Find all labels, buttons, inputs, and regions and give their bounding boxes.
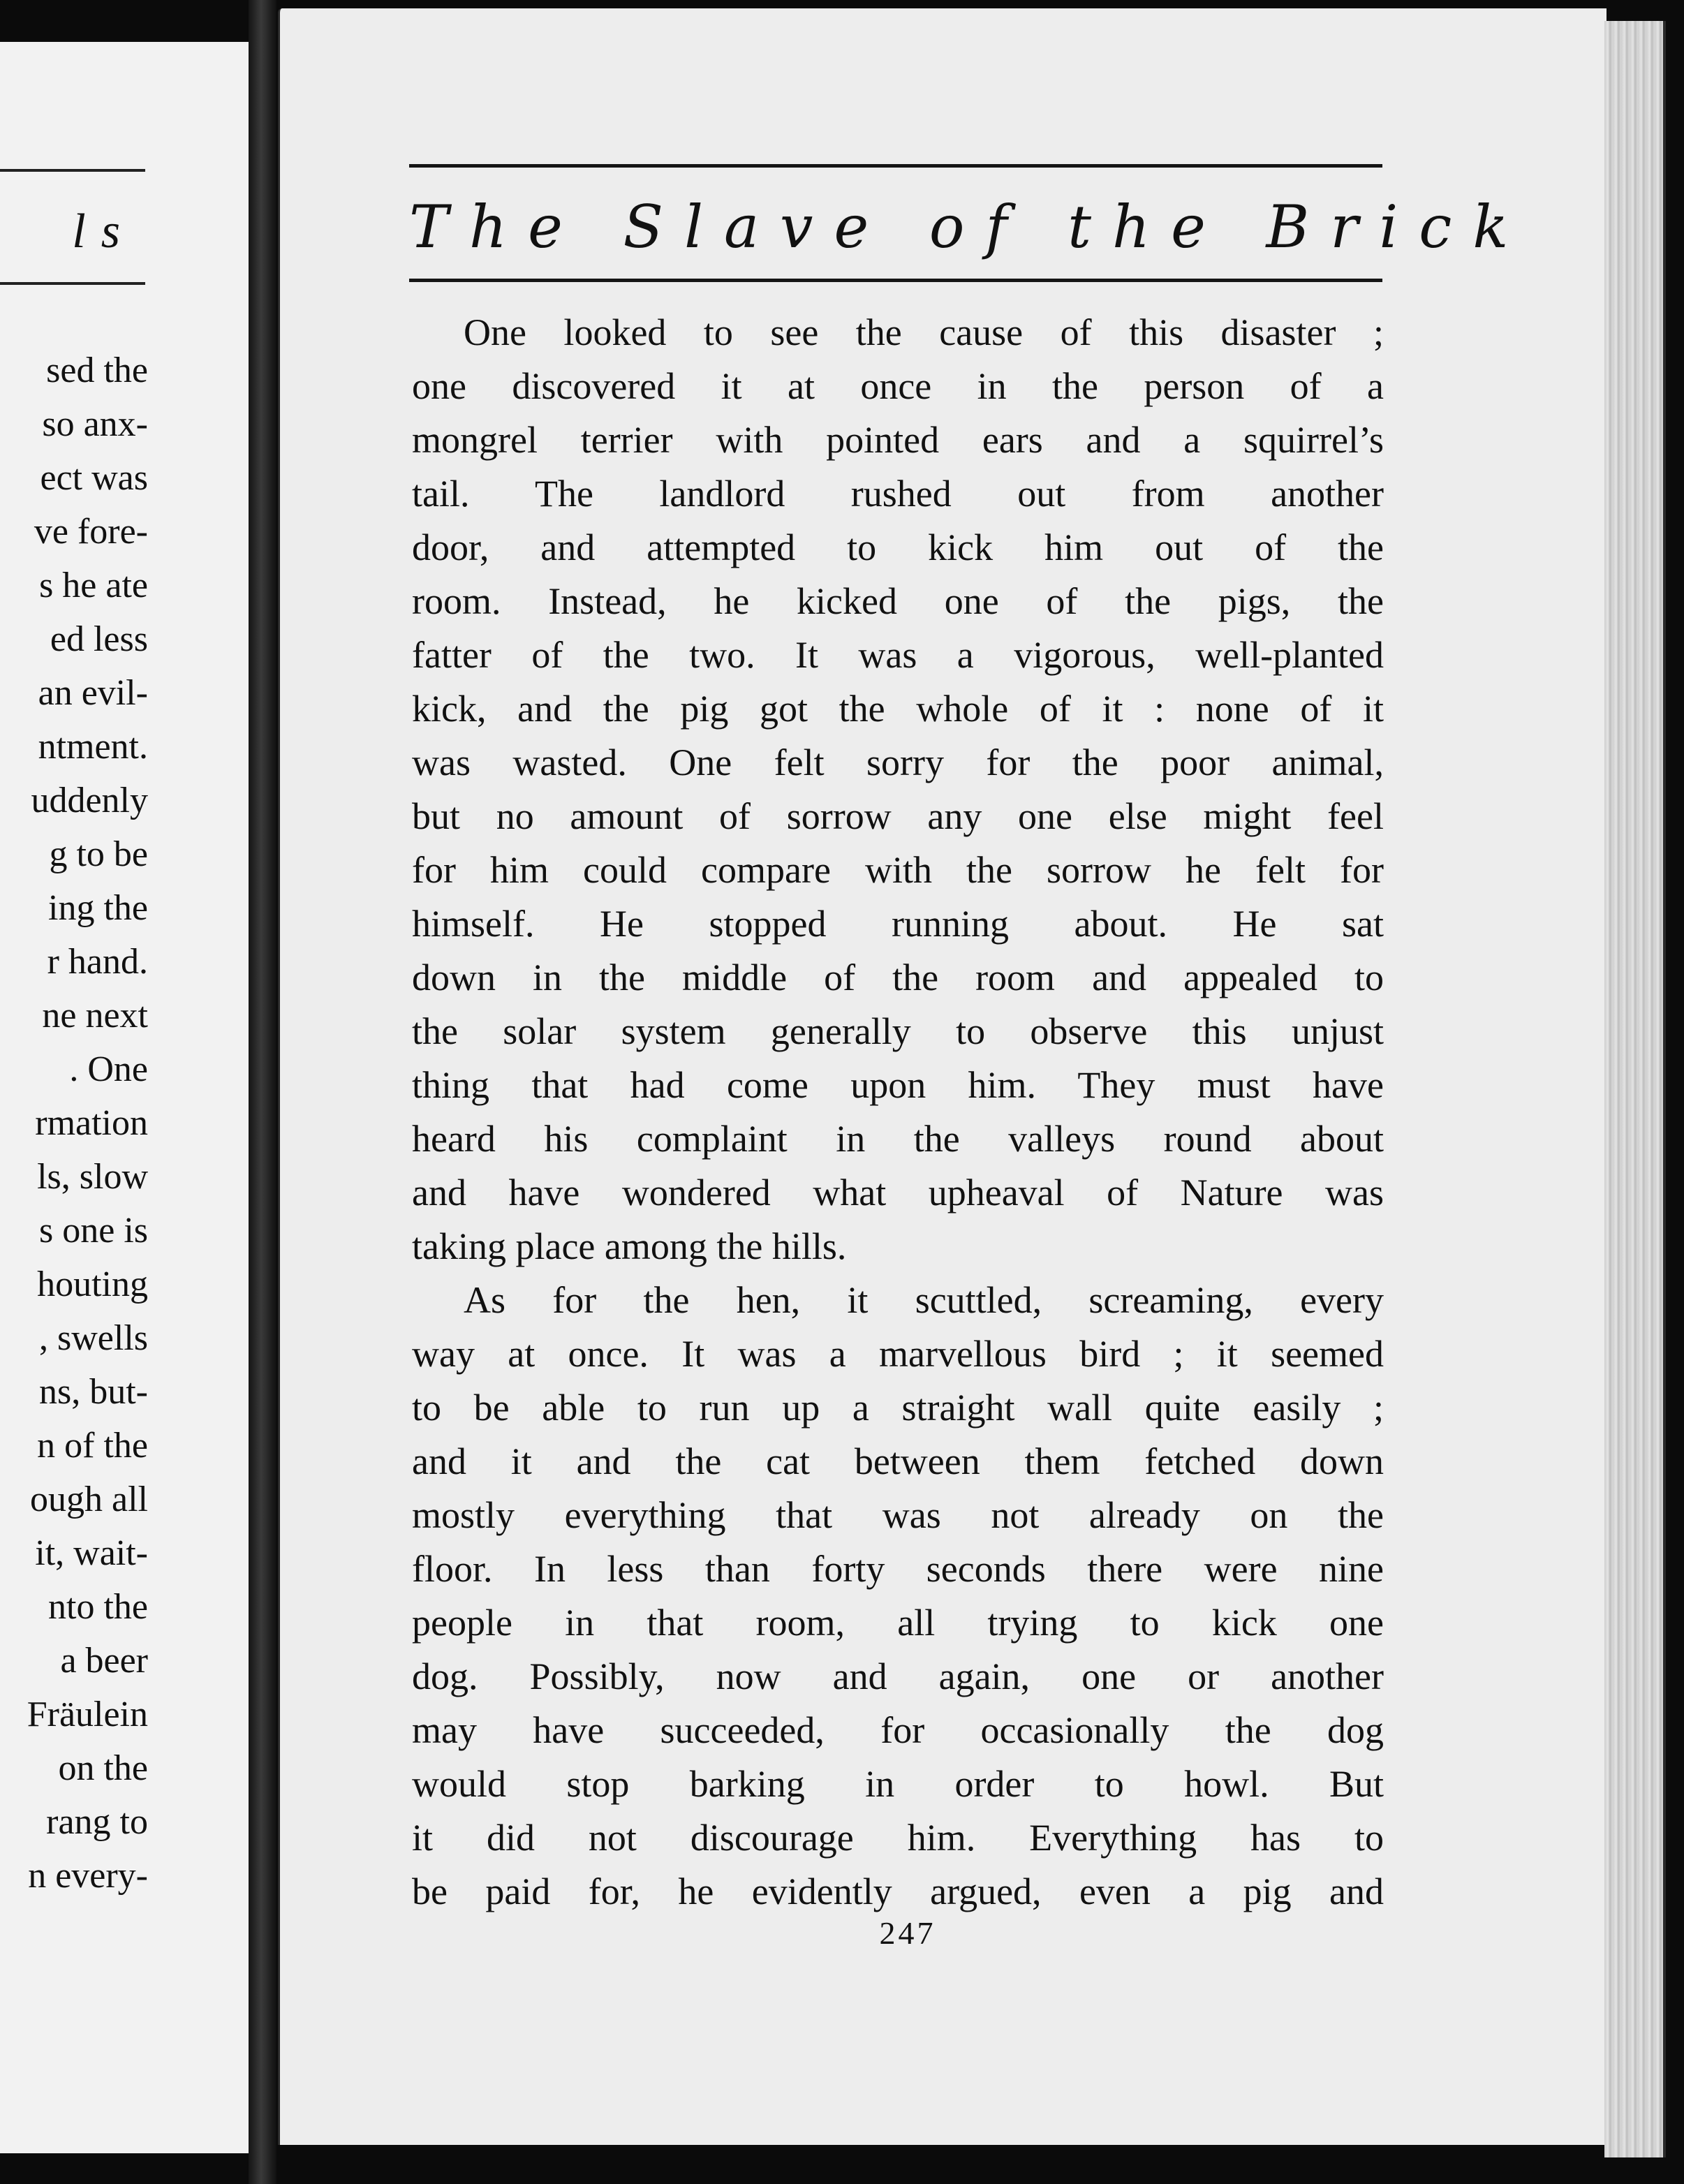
previous-page-line: ed less [50,619,148,659]
running-head-top-rule [409,164,1382,168]
body-text [412,306,1384,1919]
previous-page-line: sed the [46,351,148,390]
text-line: tail. The landlord rushed out from another [412,473,1384,515]
text-line: it did not discourage him. Everything has to [412,1817,1384,1859]
previous-page-line: so anx- [42,404,148,444]
previous-page-line: an evil- [38,673,148,713]
previous-page-top-rule [0,169,145,172]
previous-page-line: ect was [40,458,148,498]
previous-page-line: g to be [49,834,148,874]
previous-page-line: Fräulein [27,1695,148,1734]
text-line: mongrel terrier with pointed ears and a squirrel’s [412,419,1384,461]
text-line: heard his complaint in the valleys round about [412,1118,1384,1160]
previous-page-line: ing the [48,888,148,928]
text-line: thing that had come upon him. They must have [412,1064,1384,1106]
page-number: 247 [879,1915,936,1951]
previous-page-line: n of the [37,1426,148,1466]
running-head: The Slave of the Brick [409,193,1530,261]
text-line: room. Instead, he kicked one of the pigs, the [412,580,1384,622]
previous-page-line: s he ate [39,566,148,605]
previous-page-bottom-rule [0,282,145,285]
text-line: taking place among the hills. [412,1225,847,1267]
previous-page-line: ns, but- [39,1372,148,1412]
previous-page-line: houting [37,1264,148,1304]
previous-page-text [0,344,148,1903]
text-line: dog. Possibly, now and again, one or another [412,1655,1384,1697]
previous-page-line: ve fore- [34,512,148,552]
text-line: One looked to see the cause of this disaster ; [464,311,1384,353]
previous-page-line: rang to [46,1802,148,1842]
previous-page-line: ntment. [38,727,148,767]
text-line: and it and the cat between them fetched down [412,1440,1384,1482]
text-line: but no amount of sorrow any one else might feel [412,795,1384,837]
text-line: the solar system generally to observe this unjust [412,1010,1384,1052]
text-line: be paid for, he evidently argued, even a pig and [412,1871,1384,1912]
previous-page-line: a beer [60,1641,148,1681]
text-line: floor. In less than forty seconds there were nine [412,1548,1384,1590]
previous-page-line: it, wait- [35,1533,148,1573]
previous-page [0,42,251,2153]
text-line: fatter of the two. It was a vigorous, well-planted [412,634,1384,676]
text-line: may have succeeded, for occasionally the dog [412,1709,1384,1751]
previous-page-running-head: ls [72,205,135,258]
text-line: for him could compare with the sorrow he felt for [412,849,1384,891]
running-head-bottom-rule [409,279,1382,282]
previous-page-line: , swells [39,1318,148,1358]
previous-page-line: on the [58,1748,148,1788]
text-line: to be able to run up a straight wall quite easily ; [412,1387,1384,1429]
text-line: way at once. It was a marvellous bird ; it seemed [412,1333,1384,1375]
previous-page-line: ough all [30,1480,148,1519]
text-line: kick, and the pig got the whole of it : none of it [412,688,1384,730]
text-line: was wasted. One felt sorry for the poor animal, [412,741,1384,783]
text-line: As for the hen, it scuttled, screaming, every [464,1279,1384,1321]
text-line: people in that room, all trying to kick one [412,1602,1384,1644]
text-line: door, and attempted to kick him out of the [412,526,1384,568]
previous-page-line: rmation [35,1103,148,1143]
previous-page-line: n every- [28,1856,148,1896]
previous-page-line: s one is [39,1211,148,1250]
text-line: would stop barking in order to howl. But [412,1763,1384,1805]
book-gutter [249,0,276,2184]
text-line: himself. He stopped running about. He sat [412,903,1384,945]
previous-page-line: r hand. [47,942,148,982]
previous-page-line: nto the [48,1587,148,1627]
page-edges [1604,21,1666,2157]
previous-page-line: . One [69,1049,148,1089]
text-line: one discovered it at once in the person of a [412,365,1384,407]
previous-page-line: uddenly [31,781,148,820]
previous-page-line: ne next [42,996,148,1035]
text-line: and have wondered what upheaval of Nature was [412,1172,1384,1213]
text-line: down in the middle of the room and appealed to [412,957,1384,998]
previous-page-line: ls, slow [37,1157,148,1197]
text-line: mostly everything that was not already on the [412,1494,1384,1536]
